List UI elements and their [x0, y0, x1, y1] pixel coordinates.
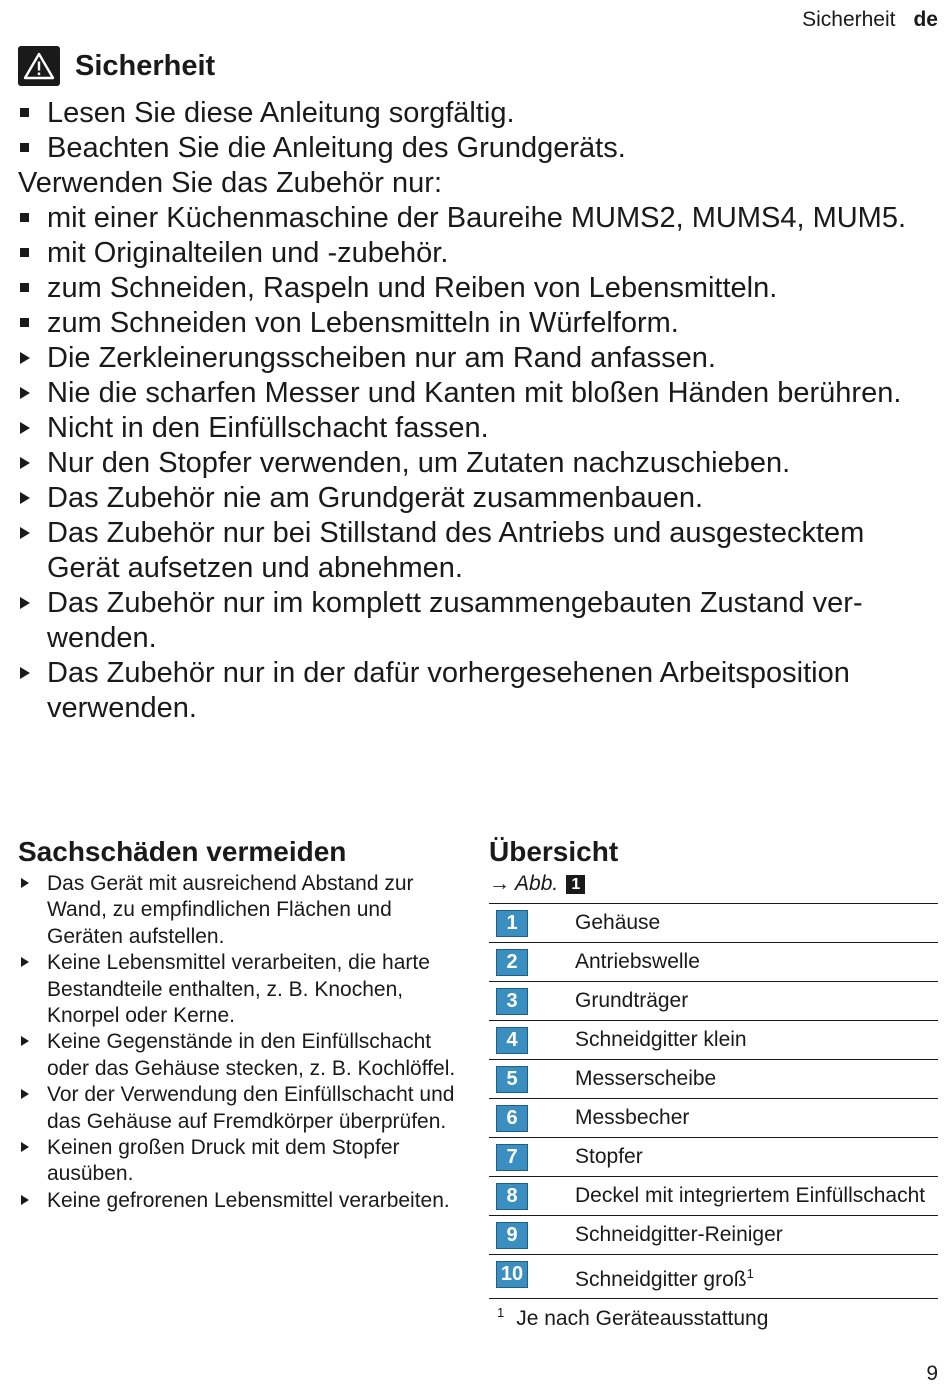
arrow-bullet-icon	[21, 871, 29, 897]
parts-row	[489, 1138, 938, 1177]
safety-list-item	[18, 236, 933, 271]
part-number-badge: 5	[496, 1066, 528, 1093]
safety-item-text: Die Zerkleinerungsscheiben nur am Rand anfassen.	[47, 342, 716, 374]
square-bullet-icon	[20, 201, 42, 236]
part-number-cell	[489, 1138, 575, 1177]
part-number-badge: 4	[496, 1027, 528, 1054]
safety-item-text: Nur den Stopfer verwenden, um Zutaten nachzuschieben.	[47, 447, 791, 479]
parts-row	[489, 904, 938, 943]
safety-list-item	[18, 411, 933, 446]
safety-list-item	[18, 516, 933, 586]
part-name-cell	[575, 1060, 938, 1099]
part-number-badge: 10	[496, 1261, 528, 1288]
part-name-cell	[575, 1099, 938, 1138]
part-number-badge: 1	[496, 910, 528, 937]
part-name: Stopfer	[575, 1145, 643, 1168]
part-name-cell	[575, 1255, 938, 1299]
part-name: Gehäuse	[575, 911, 661, 934]
figure-reference	[489, 872, 938, 896]
part-number-badge: 9	[496, 1222, 528, 1249]
arrow-bullet-icon	[21, 1188, 29, 1214]
part-name: Antriebswelle	[575, 950, 700, 973]
safety-list-item	[18, 586, 933, 656]
footnote-marker: 1	[497, 1305, 505, 1320]
damage-item-text: Vor der Verwendung den Einfüllschacht und das Gehäuse auf Fremdkörper überprüfen.	[47, 1083, 455, 1133]
part-name-cell	[575, 943, 938, 982]
part-name: Schneidgitter groß	[575, 1268, 747, 1291]
safety-list-item	[18, 481, 933, 516]
part-number-cell	[489, 1099, 575, 1138]
damage-item-text: Keine Lebensmittel verarbeiten, die harte Bestandteile enthalten, z. B. Knochen, Knorpel oder Kerne.	[47, 951, 430, 1028]
safety-item-text: zum Schneiden von Lebensmitteln in Würfelform.	[47, 307, 679, 339]
part-number-cell	[489, 1021, 575, 1060]
safety-list	[18, 96, 933, 726]
parts-row	[489, 1021, 938, 1060]
parts-row	[489, 982, 938, 1021]
square-bullet-icon	[20, 306, 42, 341]
parts-row	[489, 943, 938, 982]
safety-list-item	[18, 341, 933, 376]
parts-row	[489, 1216, 938, 1255]
page-number: 9	[926, 1362, 938, 1385]
damage-list-item	[18, 1135, 473, 1188]
parts-row	[489, 1177, 938, 1216]
arrow-bullet-icon	[21, 1135, 29, 1161]
arrow-bullet-icon	[21, 1029, 29, 1055]
safety-list-item	[18, 376, 933, 411]
part-number-cell	[489, 943, 575, 982]
part-name-cell	[575, 982, 938, 1021]
safety-list-item	[18, 271, 933, 306]
part-name-cell	[575, 1138, 938, 1177]
header-language: de	[913, 8, 938, 31]
safety-list-item	[18, 166, 933, 201]
part-name: Schneidgitter klein	[575, 1028, 747, 1051]
part-footnote-marker: 1	[746, 1266, 754, 1281]
part-name-cell	[575, 1177, 938, 1216]
figure-prefix: → Abb.	[489, 872, 559, 895]
safety-list-item	[18, 656, 933, 726]
safety-item-text: Verwenden Sie das Zubehör nur:	[18, 167, 442, 199]
part-name-cell	[575, 1021, 938, 1060]
damage-item-text: Keinen großen Druck mit dem Stopfer ausüben.	[47, 1136, 400, 1186]
footnote-text: Je nach Geräteausstattung	[516, 1307, 769, 1330]
part-number-cell	[489, 1060, 575, 1099]
arrow-bullet-icon	[21, 950, 29, 976]
arrow-bullet-icon	[20, 376, 42, 411]
safety-list-item	[18, 446, 933, 481]
square-bullet-icon	[20, 236, 42, 271]
part-number-cell	[489, 1177, 575, 1216]
safety-item-text: Das Zubehör nur bei Stillstand des Antriebs und ausgestecktem Gerät aufsetzen und abnehmen.	[47, 517, 865, 584]
parts-row	[489, 1255, 938, 1299]
page-header	[802, 8, 938, 32]
part-name: Messbecher	[575, 1106, 690, 1129]
part-name-cell	[575, 904, 938, 943]
damage-section	[18, 836, 473, 1214]
damage-list	[18, 871, 473, 1214]
safety-item-text: mit Originalteilen und -zubehör.	[47, 237, 449, 269]
safety-item-text: Das Zubehör nie am Grundgerät zusammenbauen.	[47, 482, 704, 514]
part-number-badge: 2	[496, 949, 528, 976]
safety-item-text: Das Zubehör nur im komplett zusammengebauten Zustand verwenden.	[47, 587, 863, 654]
safety-heading	[18, 46, 215, 86]
damage-list-item	[18, 1082, 473, 1135]
arrow-bullet-icon	[20, 446, 42, 481]
part-name-cell	[575, 1216, 938, 1255]
part-number-cell	[489, 982, 575, 1021]
part-name: Messerscheibe	[575, 1067, 717, 1090]
arrow-bullet-icon	[20, 481, 42, 516]
parts-table	[489, 903, 938, 1299]
damage-list-item	[18, 950, 473, 1029]
part-number-cell	[489, 904, 575, 943]
arrow-bullet-icon	[20, 411, 42, 446]
arrow-bullet-icon	[20, 586, 42, 621]
safety-item-text: mit einer Küchenmaschine der Baureihe MUMS2, MUMS4, MUM5.	[47, 202, 907, 234]
safety-list-item	[18, 201, 933, 236]
damage-item-text: Keine Gegenstände in den Einfüllschacht oder das Gehäuse stecken, z. B. Kochlöffel.	[47, 1030, 456, 1080]
parts-row	[489, 1099, 938, 1138]
part-number-cell	[489, 1255, 575, 1299]
arrow-bullet-icon	[20, 656, 42, 691]
part-name: Schneidgitter-Reiniger	[575, 1223, 783, 1246]
header-section: Sicherheit	[802, 8, 896, 31]
safety-item-text: Das Zubehör nur in der dafür vorhergesehenen Arbeitsposition verwenden.	[47, 657, 850, 724]
warning-triangle-icon	[18, 46, 60, 86]
part-number-badge: 8	[496, 1183, 528, 1210]
parts-row	[489, 1060, 938, 1099]
damage-title: Sachschäden vermeiden	[18, 836, 347, 867]
part-number-cell	[489, 1216, 575, 1255]
overview-title: Übersicht	[489, 836, 619, 867]
safety-item-text: zum Schneiden, Raspeln und Reiben von Lebensmitteln.	[47, 272, 778, 304]
part-number-badge: 3	[496, 988, 528, 1015]
arrow-bullet-icon	[20, 516, 42, 551]
damage-list-item	[18, 1029, 473, 1082]
overview-section	[489, 836, 938, 1331]
square-bullet-icon	[20, 96, 42, 131]
arrow-bullet-icon	[21, 1082, 29, 1108]
safety-item-text: Nicht in den Einfüllschacht fassen.	[47, 412, 489, 444]
damage-list-item	[18, 1188, 473, 1214]
part-name: Deckel mit integriertem Einfüllschacht	[575, 1184, 926, 1207]
damage-item-text: Keine gefrorenen Lebensmittel verarbeiten.	[47, 1188, 450, 1212]
safety-item-text: Nie die scharfen Messer und Kanten mit bloßen Händen berühren.	[47, 377, 902, 409]
footnote	[489, 1305, 938, 1331]
safety-list-item	[18, 306, 933, 341]
safety-title: Sicherheit	[75, 49, 216, 82]
part-number-badge: 7	[496, 1144, 528, 1171]
safety-item-text: Beachten Sie die Anleitung des Grundgeräts.	[47, 132, 626, 164]
square-bullet-icon	[20, 271, 42, 306]
arrow-bullet-icon	[20, 341, 42, 376]
part-number-badge: 6	[496, 1105, 528, 1132]
safety-item-text: Lesen Sie diese Anleitung sorgfältig.	[47, 97, 515, 129]
safety-list-item	[18, 131, 933, 166]
safety-list-item	[18, 96, 933, 131]
square-bullet-icon	[20, 131, 42, 166]
part-name: Grundträger	[575, 989, 689, 1012]
damage-item-text: Das Gerät mit ausreichend Abstand zur Wand, zu empfindlichen Flächen und Geräten aufstellen.	[47, 872, 414, 948]
figure-number: 1	[566, 875, 585, 894]
damage-list-item	[18, 871, 473, 950]
